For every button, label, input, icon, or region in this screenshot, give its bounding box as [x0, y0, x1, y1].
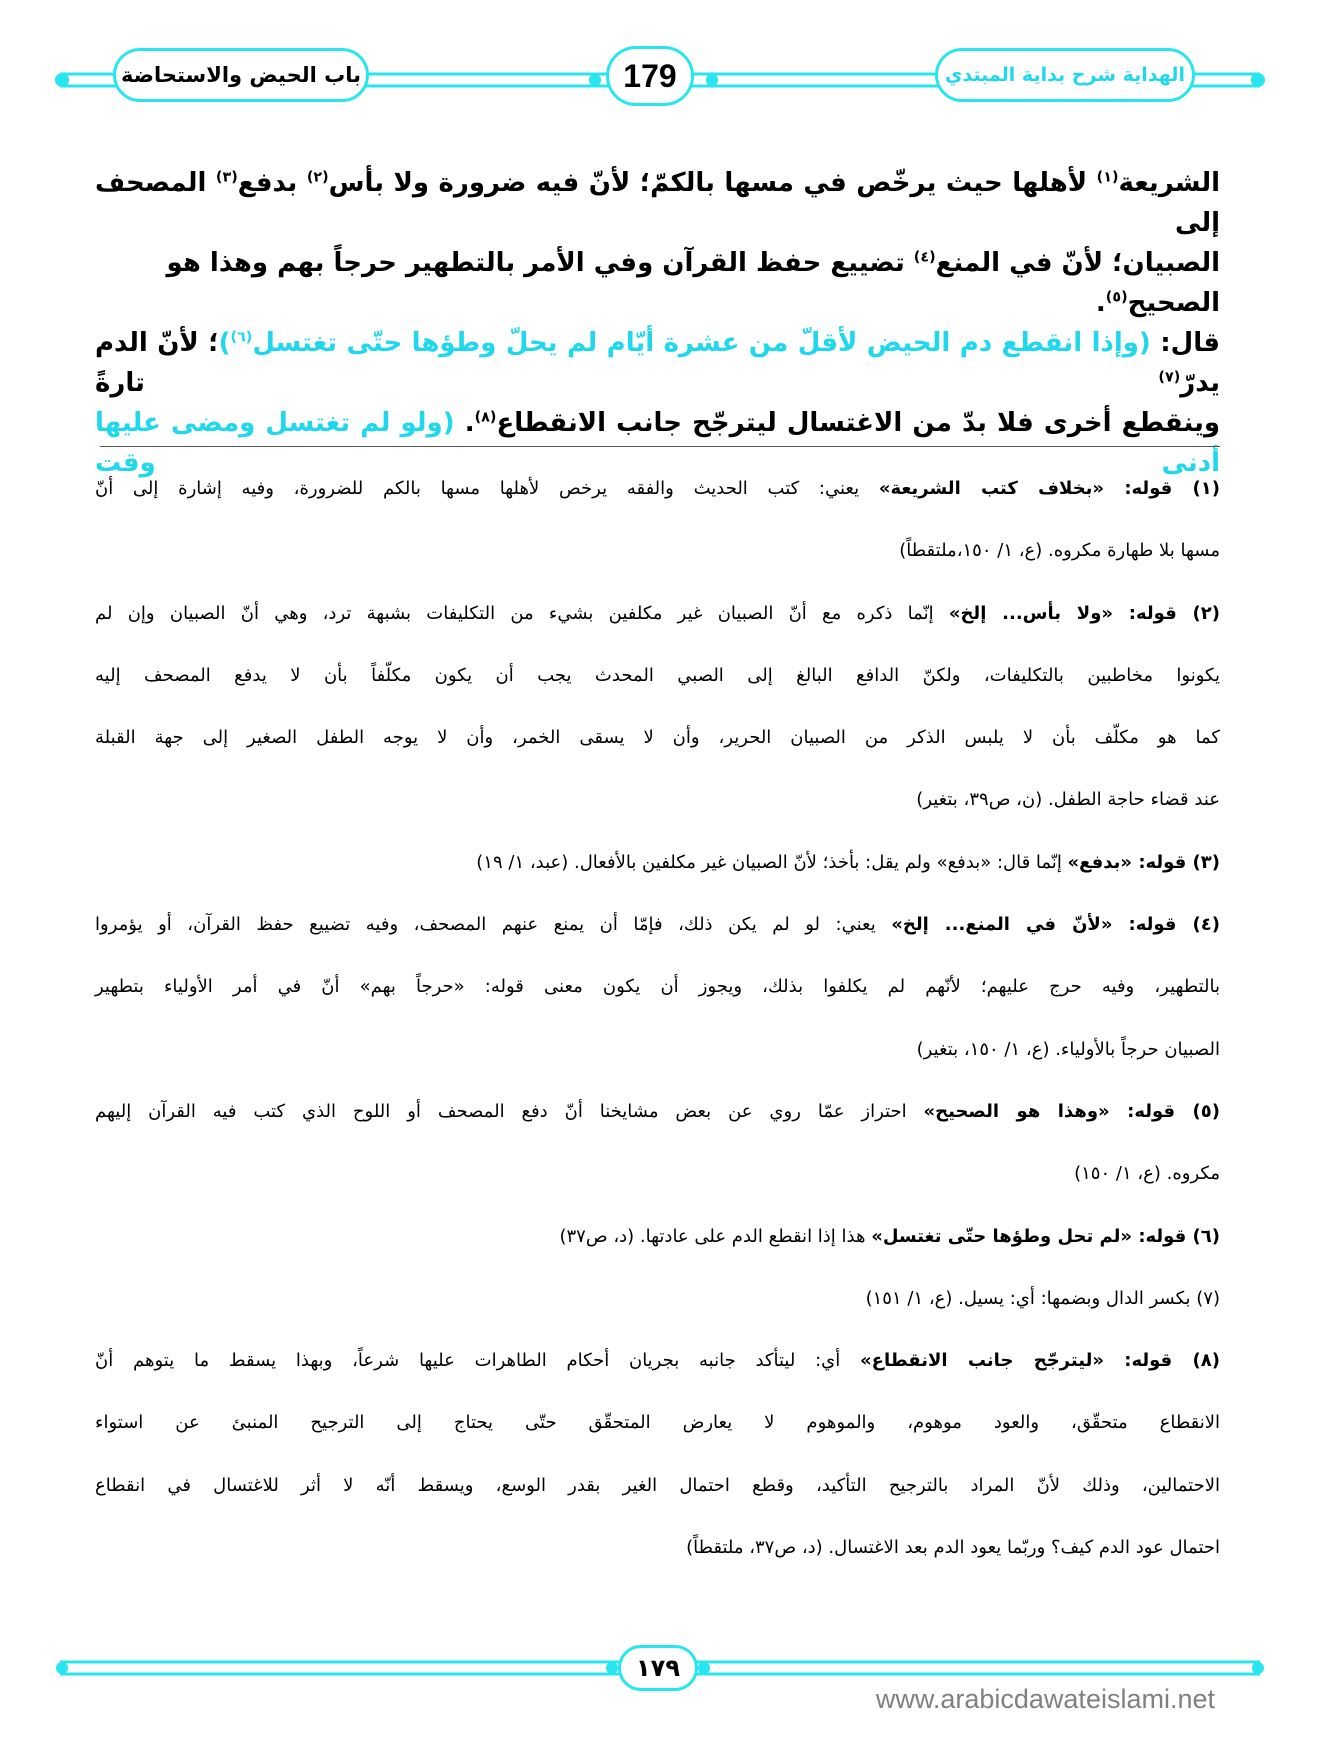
text-segment: .	[454, 408, 475, 438]
footnote-lemma: «لم تحل وطؤها حتّى تغتسل»	[871, 1225, 1133, 1247]
footnote-line	[95, 785, 1220, 847]
footnote-line	[95, 723, 1220, 785]
text-segment: الشريعة	[1118, 168, 1220, 198]
footnote-line	[95, 1159, 1220, 1221]
footnote-line	[95, 661, 1220, 723]
footnote-marker: (٣)	[215, 169, 238, 186]
footnote-marker: (٢)	[306, 169, 329, 186]
footer-page-number: ١٧٩	[618, 1645, 698, 1691]
footnote-line	[95, 910, 1220, 972]
text-segment: احتمال عود الدم كيف؟ وربّما يعود الدم بعد الاغتسال. (د، ص٣٧، ملتقطاً)	[686, 1537, 1220, 1559]
matn-text: (ولو لم تغتسل ومضى عليها أدنى وقت	[95, 408, 1220, 478]
footnote-lemma: (٨) قوله:	[1103, 1350, 1220, 1372]
text-segment: يعني: كتب الحديث والفقه يرخص لأهلها مسها بالكم للضرورة، وفيه إشارة إلى أنّ	[95, 478, 879, 499]
footnote-lemma: (١) قوله:	[1104, 478, 1220, 499]
footnote-lemma: (٥) قوله:	[1109, 1100, 1220, 1122]
footnote-divider	[100, 446, 1220, 447]
text-segment: ؛ لأنّ الدم يدرّ	[95, 328, 1220, 398]
page-number-badge: 179	[606, 46, 694, 106]
text-segment: عند قضاء حاجة الطفل. (ن، ص٣٩، بتغير)	[916, 789, 1220, 811]
footnote-lemma: «ولا بأس... إلخ»	[948, 602, 1114, 624]
footnote-lemma: «بدفع»	[1067, 851, 1133, 873]
footnote-lemma: «وهذا هو الصحيح»	[923, 1100, 1110, 1122]
footnote-line	[95, 474, 1220, 536]
footnote-marker: (٤)	[913, 249, 936, 266]
text-segment: تضييع حفظ القرآن وفي الأمر بالتطهير حرجاً بهم وهذا هو الصحيح	[166, 248, 1220, 318]
website-url[interactable]: www.arabicdawateislami.net	[875, 1684, 1215, 1714]
footnote-line	[95, 1408, 1220, 1470]
text-segment: وينقطع أخرى فلا بدّ من الاغتسال ليترجّح جانب الانقطاع	[496, 408, 1220, 438]
text-segment: .	[1095, 288, 1106, 318]
main-text-line	[95, 323, 1220, 403]
chapter-title-badge: باب الحيض والاستحاضة	[113, 48, 369, 102]
footnote-line	[95, 536, 1220, 598]
footnote-lemma: (٣) قوله:	[1132, 851, 1220, 873]
text-segment: الصبيان؛ لأنّ في المنع	[935, 248, 1220, 278]
footnote-line	[95, 1222, 1220, 1284]
footnote-lemma: «بخلاف كتب الشريعة»	[878, 478, 1105, 499]
text-segment: لأهلها حيث يرخّص في مسها بالكمّ؛ لأنّ فيه ضرورة ولا بأس	[328, 168, 1097, 198]
text-segment: أي: ليتأكد جانبه بجريان أحكام الطاهرات عليها شرعاً، وبهذا يسقط ما يتوهم أنّ	[95, 1350, 861, 1372]
text-segment: هذا إذا انقطع الدم على عادتها. (د، ص٣٧)	[559, 1225, 872, 1247]
footnote-marker: (٥)	[1105, 289, 1128, 306]
footnote-line	[95, 599, 1220, 661]
footnote-line	[95, 1346, 1220, 1408]
footnote-marker: (١)	[1096, 169, 1119, 186]
footnote-lemma: (٤) قوله:	[1112, 914, 1220, 936]
text-segment: المصحف إلى	[95, 168, 1220, 238]
text-segment: الصبيان حرجاً بالأولياء. (ع، ١/ ١٥٠، بتغير)	[916, 1038, 1220, 1060]
matn-text: )	[218, 328, 231, 358]
text-segment: تارةً	[95, 368, 1159, 398]
footnote-marker: (٧)	[1158, 369, 1181, 386]
footnote-marker: (٦)	[230, 329, 253, 346]
footnote-line	[95, 972, 1220, 1034]
footnote-lemma: (٦) قوله:	[1132, 1225, 1220, 1247]
footnote-lemma: (٢) قوله:	[1113, 602, 1220, 624]
text-segment: احتراز عمّا روي عن بعض مشايخنا أنّ دفع المصحف أو اللوح الذي كتب فيه القرآن إليهم	[95, 1100, 924, 1122]
footnote-line	[95, 1284, 1220, 1346]
footnote-lemma: «لأنّ في المنع... إلخ»	[891, 914, 1113, 936]
footnote-line	[95, 848, 1220, 910]
main-text-line	[95, 243, 1220, 323]
matn-text: (وإذا انقطع دم الحيض لأقلّ من عشرة أيّام لم يحلّ وطؤها حتّى تغتسل	[252, 328, 1151, 358]
footnote-line	[95, 1533, 1220, 1595]
text-segment: بدفع	[237, 168, 307, 198]
main-text-line	[95, 163, 1220, 243]
footnote-line	[95, 1097, 1220, 1159]
text-segment: الاحتمالين، وذلك لأنّ المراد بالترجيح التأكيد، وقطع احتمال الغير بقدر الوسع، ويسقط أنّه لا أثر للاغتسال في انقطاع	[95, 1474, 1220, 1496]
footnote-line	[95, 1035, 1220, 1097]
text-segment: إنّما قال: «بدفع» ولم يقل: بأخذ؛ لأنّ الصبيان غير مكلفين بالأفعال. (عبد، ١/ ١٩)	[476, 851, 1068, 873]
text-segment: مسها بلا طهارة مكروه. (ع، ١/ ١٥٠،ملتقطاً)	[899, 540, 1220, 562]
text-segment: يعني: لو لم يكن ذلك، فإمّا أن يمنع عنهم المصحف، وفيه تضييع حفظ القرآن، أو يؤمروا	[95, 914, 892, 936]
text-segment: (٧) بكسر الدال وبضمها: أي: يسيل. (ع، ١/ ١٥١)	[865, 1287, 1220, 1309]
footnotes	[95, 474, 1220, 1595]
text-segment: يكونوا مخاطبين بالتكليفات، ولكنّ الدافع البالغ إلى الصبي المحدث يجب أن يكون مكلّفاً بأن لا يدفع المصحف إليه	[95, 664, 1220, 686]
main-text	[95, 163, 1220, 483]
book-title-logo: الهداية شرح بداية المبتدي	[935, 48, 1195, 102]
text-segment: مكروه. (ع، ١/ ١٥٠)	[1074, 1163, 1220, 1185]
footnote-marker: (٨)	[474, 409, 497, 426]
main-text-line	[95, 403, 1220, 483]
text-segment: الانقطاع متحقّق، والعود موهوم، والموهوم لا يعارض المتحقّق حتّى يحتاج إلى الترجيح المنبئ عن استواء	[95, 1412, 1220, 1434]
text-segment: بالتطهير، وفيه حرج عليهم؛ لأنّهم لم يكلفوا بذلك، ويجوز أن يكون معنى قوله: «حرجاً بهم» أنّ في أمر الأولياء بتطهير	[95, 976, 1220, 998]
footnote-line	[95, 1471, 1220, 1533]
text-segment: إنّما ذكره مع أنّ الصبيان غير مكلفين بشيء من التكليفات بشبهة ترد، وهي أنّ الصبيان وإن لم	[95, 602, 949, 624]
text-segment: كما هو مكلّف بأن لا يلبس الذكر من الصبيان الحرير، وأن لا يسقى الخمر، وأن لا يوجه الطفل الصغير إلى جهة القبلة	[95, 727, 1220, 749]
footnote-lemma: «ليترجّح جانب الانقطاع»	[860, 1350, 1104, 1372]
text-segment: قال:	[1150, 328, 1220, 358]
